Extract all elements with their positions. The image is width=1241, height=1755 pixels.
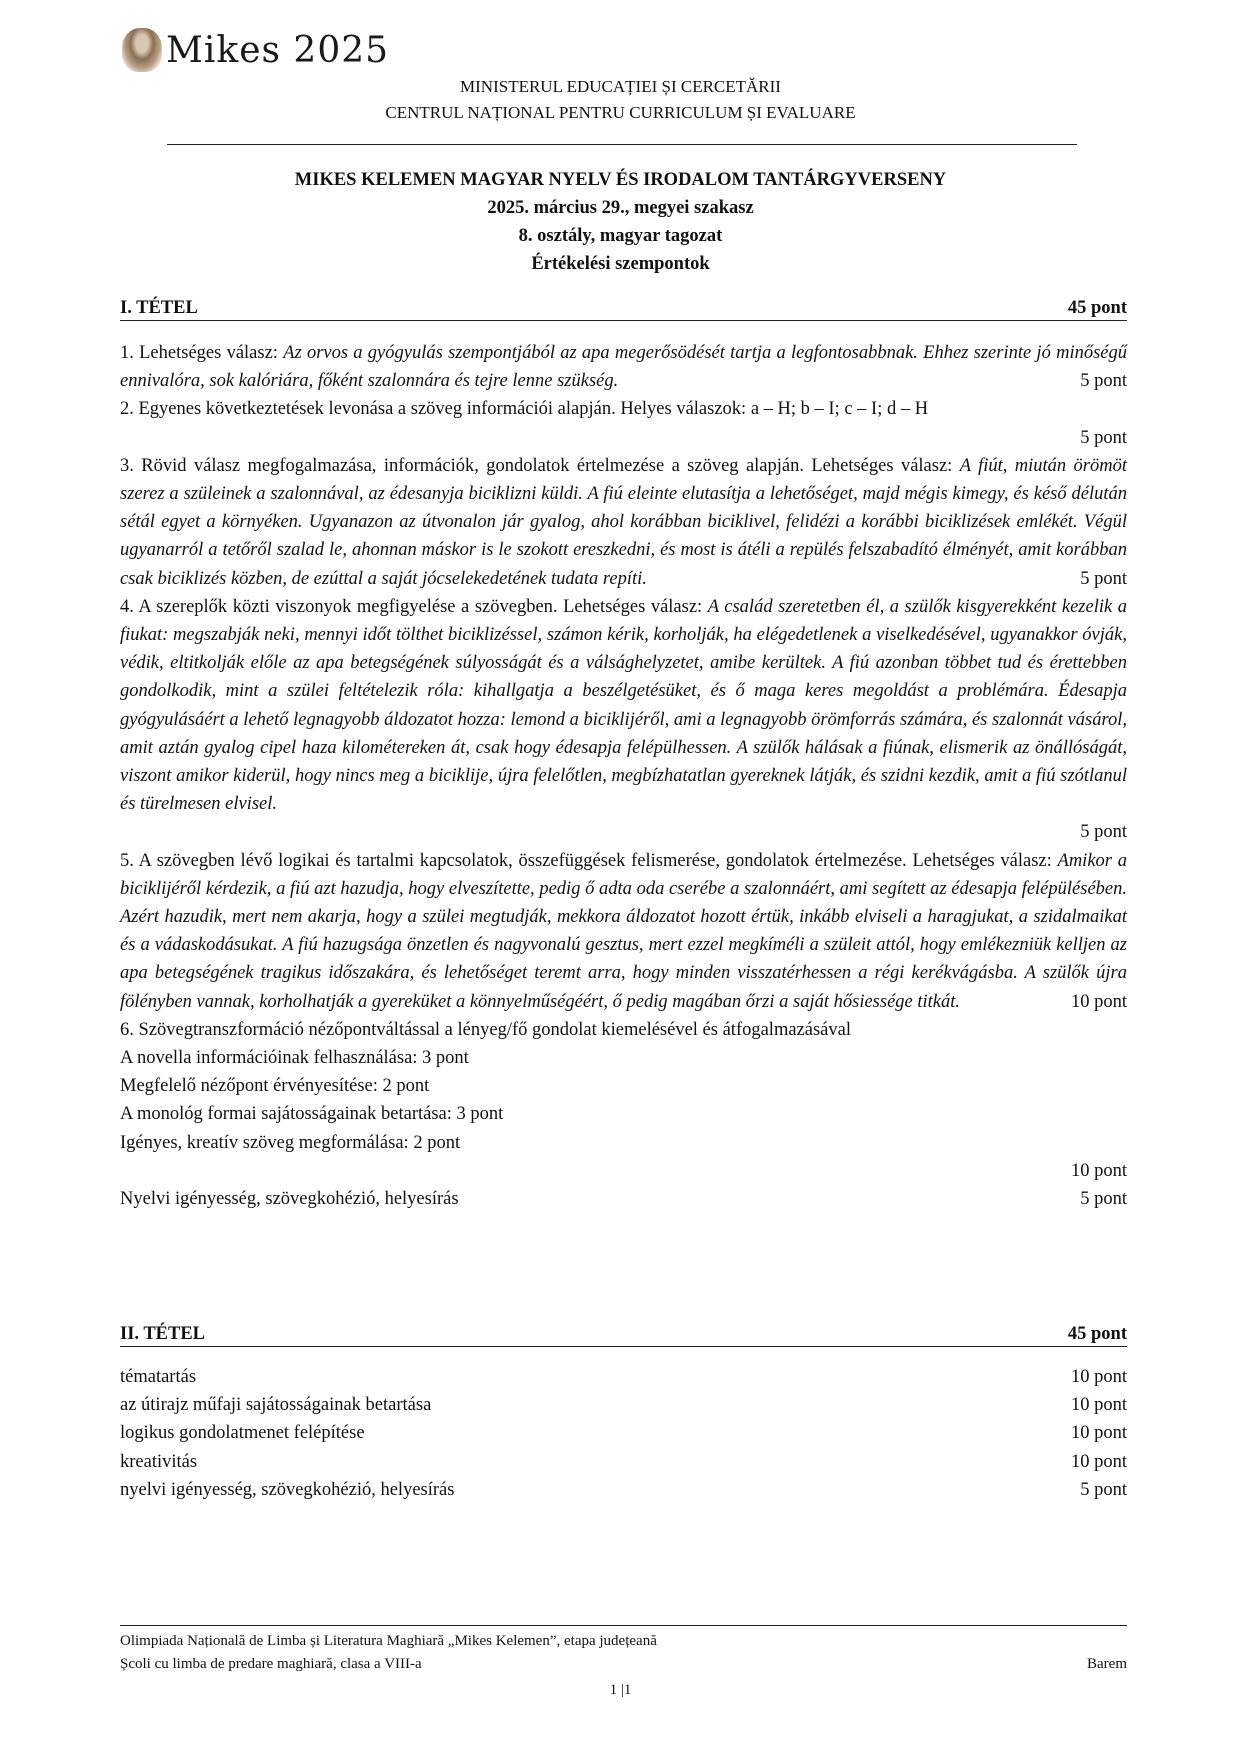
center-name: CENTRUL NAȚIONAL PENTRU CURRICULUM ȘI EVALUARE xyxy=(385,103,856,122)
item-3-points: 5 pont xyxy=(1080,568,1127,589)
item-4 xyxy=(120,593,1127,847)
document-title xyxy=(0,166,1241,278)
item-3-answer: A fiút, miután örömöt szerez a szüleinek a szalonnával, az édesanyja biciklizni küldi. A fiú eleinte elutasítja a lehetőséget, majd mégis kimegy, és késő délután sétál egyet a környéken. Ugyanazon az útvonalon jár gyalog, ahol korábban biciklivel, felidézi a korábbi biciklizések emlékét. Végül ugyanarról a tetőről szalad le, ahonnan máskor is le szokott ereszkedni, és most is átéli a repülés felszabadító élményét, amit korábban csak biciklizés közben, de ezúttal a saját jócselekedetének tudata repíti. xyxy=(120,455,1127,589)
section-2 xyxy=(120,1322,1127,1504)
logo xyxy=(122,28,389,72)
item-1 xyxy=(120,339,1127,395)
criterion-row xyxy=(120,1476,1127,1504)
criterion-label: nyelvi igényesség, szövegkohézió, helyesírás xyxy=(120,1479,455,1500)
item-5-answer: Amikor a biciklijéről kérdezik, a fiú azt hazudja, hogy elveszítette, pedig ő adta oda cserébe a szalonnáért, ami segített az édesapja felépülésében. Azért hazudik, mert nem akarja, hogy a szülei megtudják, mekkora áldozatot hozott értük, inkább elviseli a haragjukat, a szidalmaikat és a vádaskodásukat. A fiú hazugsága önzetlen és nagyvonalú gesztus, mert ezzel megkíméli a szüleit attól, hogy emlékezniük kelljen az apa betegségének tragikus időszakára, és lehetőséget teremt arra, hogy minden visszatérhessen a régi kerékvágásba. A szülők újra fölényben vannak, korholhatják a gyereküket a könnyelműségéért, ő pedig magában őrzi a saját hősiessége titkát. xyxy=(120,850,1127,1012)
title-line-3: 8. osztály, magyar tagozat xyxy=(518,226,723,246)
item-4-points: 5 pont xyxy=(1080,822,1127,843)
section-2-title: II. TÉTEL xyxy=(120,1324,206,1344)
criterion-row xyxy=(120,1448,1127,1476)
item-3 xyxy=(120,452,1127,593)
item-1-points: 5 pont xyxy=(1080,371,1127,392)
criterion-label: tématartás xyxy=(120,1367,197,1387)
title-line-4: Értékelési szempontok xyxy=(531,254,710,274)
item-3-lead: 3. Rövid válasz megfogalmazása, információk, gondolatok értelmezése a szöveg alapján. Lehetséges válasz: xyxy=(120,455,960,476)
item-5-lead: 5. A szövegben lévő logikai és tartalmi kapcsolatok, összefüggések felismerése, gondolatok értelmezése. Lehetséges válasz: xyxy=(120,850,1058,871)
item-1-lead: 1. Lehetséges válasz: xyxy=(120,343,284,363)
criterion-points: 10 pont xyxy=(1070,1367,1127,1387)
item-6-title: 6. Szövegtranszformáció nézőpontváltással a lényeg/fő gondolat kiemelésével és átfogalmazásával xyxy=(120,1019,851,1040)
section-2-points: 45 pont xyxy=(1067,1324,1127,1344)
title-line-2: 2025. március 29., megyei szakasz xyxy=(487,198,754,218)
section-1-title: I. TÉTEL xyxy=(120,298,198,318)
item-2-lead: 2. Egyenes következtetések levonása a szöveg információi alapján. Helyes válaszok: a – H; b – I; c – I; d – H xyxy=(120,399,929,420)
item-2 xyxy=(120,395,1127,451)
item-1-answer: Az orvos a gyógyulás szempontjából az apa megerősödését tartja a legfontosabbnak. Ehhez szerinte jó minőségű ennivalóra, sok kalóriára, főként szalonnára és tejre lenne szükség. xyxy=(120,343,1127,392)
criterion-label: logikus gondolatmenet felépítése xyxy=(120,1423,365,1444)
footer-line-2-row xyxy=(120,1653,1127,1676)
header-divider xyxy=(167,144,1077,145)
criterion-points: 10 pont xyxy=(1070,1423,1127,1444)
item-4-lead: 4. A szereplők közti viszonyok megfigyelése a szövegben. Lehetséges válasz: xyxy=(120,596,708,617)
portrait-icon xyxy=(122,28,162,72)
footer-doc-type: Barem xyxy=(1087,1656,1127,1672)
criterion-row xyxy=(120,1363,1127,1391)
footer xyxy=(120,1630,1127,1676)
section-1-points: 45 pont xyxy=(1067,298,1127,318)
language-criterion xyxy=(120,1185,1127,1213)
ministry-header xyxy=(0,74,1241,126)
criterion-row xyxy=(120,1419,1127,1447)
item-2-points: 5 pont xyxy=(1080,427,1127,448)
section-1 xyxy=(120,296,1127,1213)
section-2-heading xyxy=(120,1322,1127,1347)
item-6-criterion: Igényes, kreatív szöveg megformálása: 2 pont xyxy=(120,1132,461,1153)
criterion-label: az útirajz műfaji sajátosságainak betartása xyxy=(120,1395,432,1416)
criterion-points: 5 pont xyxy=(1080,1479,1127,1500)
item-6-criterion: A novella információinak felhasználása: 3 pont xyxy=(120,1048,469,1069)
criterion-points: 10 pont xyxy=(1070,1395,1127,1416)
item-6-criterion: A monológ formai sajátosságainak betartása: 3 pont xyxy=(120,1104,504,1125)
criterion-points: 10 pont xyxy=(1070,1451,1127,1472)
ministry-name: MINISTERUL EDUCAȚIEI ȘI CERCETĂRII xyxy=(460,77,781,96)
logo-text: Mikes 2025 xyxy=(166,29,390,71)
footer-line-2: Școli cu limba de predare maghiară, clasa a VIII-a xyxy=(120,1656,422,1672)
language-label: Nyelvi igényesség, szövegkohézió, helyesírás xyxy=(120,1189,459,1210)
item-6-criterion: Megfelelő nézőpont érvényesítése: 2 pont xyxy=(120,1076,430,1097)
criterion-row xyxy=(120,1391,1127,1419)
section-1-heading xyxy=(120,296,1127,321)
item-5 xyxy=(120,847,1127,1016)
criterion-label: kreativitás xyxy=(120,1451,198,1472)
page-number: 1 |1 xyxy=(609,1682,632,1698)
title-line-1: MIKES KELEMEN MAGYAR NYELV ÉS IRODALOM TANTÁRGYVERSENY xyxy=(294,170,947,190)
footer-divider xyxy=(120,1625,1127,1626)
item-6 xyxy=(120,1016,1127,1185)
item-5-points: 10 pont xyxy=(1070,991,1127,1012)
language-points: 5 pont xyxy=(1080,1189,1127,1210)
item-6-points: 10 pont xyxy=(1070,1160,1127,1181)
footer-line-1: Olimpiada Națională de Limba și Literatura Maghiară „Mikes Kelemen”, etapa județeană xyxy=(120,1633,657,1649)
item-4-answer: A család szeretetben él, a szülők kisgyerekként kezelik a fiukat: megszabják neki, mennyi időt tölthet biciklizéssel, számon kérik, korholják, ha elégedetlenek a viselkedésével, ugyanakkor óvják, védik, eltitkolják előle az apa betegségének súlyosságát és a válsághelyzetet, amibe kerültek. A fiú azonban többet tud és érettebben gondolkodik, mint a szülei feltételezik róla: kihallgatja a beszélgetésüket, és ő maga keres megoldást a problémára. Édesapja gyógyulásáért a lehető legnagyobb áldozatot hozza: lemond a biciklijéről, ami a legnagyobb örömforrás számára, és szalonnát vásárol, amit aztán gyalog cipel haza kilométereken át, csak hogy édesapja felépülhessen. A szülők hálásak a fiúnak, elismerik az önállóságát, viszont amikor kiderül, hogy nincs meg a biciklije, újra felelőtlen, megbízhatatlan gyereknek látják, és szidni kezdik, amit a fiú szótlanul és türelmesen elvisel. xyxy=(120,596,1127,815)
